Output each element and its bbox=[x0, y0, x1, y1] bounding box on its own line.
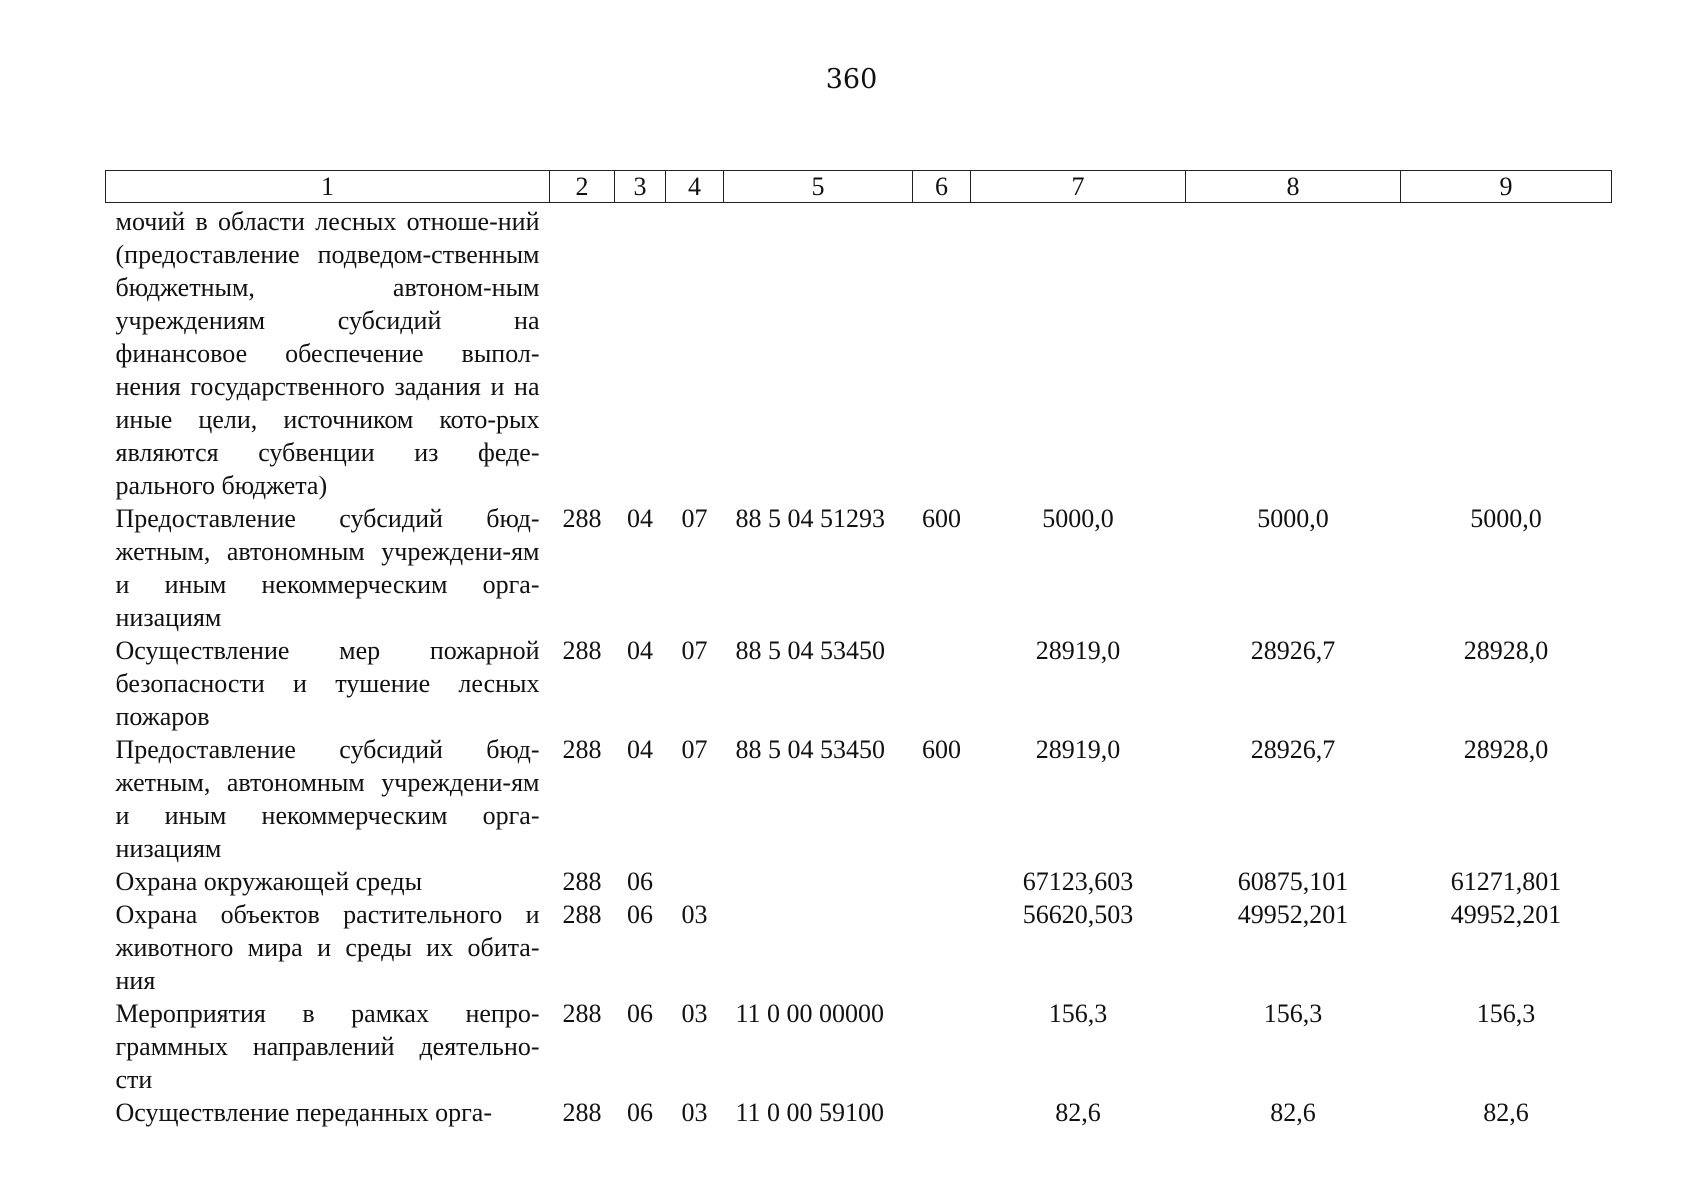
table-row bbox=[106, 898, 1612, 997]
cell-section: 04 bbox=[627, 735, 653, 764]
page-number: 360 bbox=[825, 64, 878, 95]
cell-section: 06 bbox=[627, 900, 653, 929]
cell-section: 06 bbox=[627, 867, 653, 896]
cell-subsection bbox=[666, 203, 724, 503]
cell-amount-7: 5000,0 bbox=[1042, 504, 1114, 533]
cell-subsection: 07 bbox=[681, 636, 708, 665]
row-name: Охрана окружающей среды bbox=[115, 867, 423, 896]
cell-target-article: 11 0 00 59100 bbox=[735, 1098, 885, 1127]
table-row bbox=[106, 997, 1612, 1096]
column-header-2: 2 bbox=[550, 171, 615, 203]
cell-subsection: 03 bbox=[681, 1098, 708, 1127]
row-name: Предоставление субсидий бюд-жетным, автономным учреждени-ям и иным некоммерческим орга-низациям bbox=[115, 735, 540, 863]
cell-amount-7: 82,6 bbox=[1055, 1098, 1101, 1127]
cell-amount-8: 60875,101 bbox=[1237, 867, 1349, 896]
cell-ministry: 288 bbox=[562, 900, 602, 929]
cell-amount-9 bbox=[1401, 203, 1612, 503]
cell-amount-9: 82,6 bbox=[1483, 1098, 1529, 1127]
budget-table bbox=[105, 170, 1612, 1129]
cell-expense-type bbox=[913, 997, 971, 1096]
cell-amount-8: 82,6 bbox=[1270, 1098, 1316, 1127]
cell-amount-9: 5000,0 bbox=[1470, 504, 1542, 533]
cell-amount-9: 156,3 bbox=[1476, 999, 1536, 1028]
table-row bbox=[106, 634, 1612, 733]
cell-target-article: 88 5 04 53450 bbox=[735, 636, 885, 665]
cell-amount-8: 28926,7 bbox=[1250, 636, 1336, 665]
cell-amount-9: 49952,201 bbox=[1450, 900, 1562, 929]
cell-subsection: 07 bbox=[681, 504, 708, 533]
cell-amount-7: 67123,603 bbox=[1022, 867, 1134, 896]
cell-section: 06 bbox=[627, 1098, 653, 1127]
cell-ministry: 288 bbox=[562, 636, 602, 665]
cell-amount-7 bbox=[971, 203, 1186, 503]
cell-target-article bbox=[724, 865, 913, 898]
cell-ministry: 288 bbox=[562, 504, 602, 533]
table-header-row bbox=[106, 171, 1612, 203]
row-name: Мероприятия в рамках непро-граммных направлений деятельно-сти bbox=[115, 999, 540, 1094]
cell-subsection: 03 bbox=[681, 999, 708, 1028]
cell-subsection: 07 bbox=[681, 735, 708, 764]
cell-amount-7: 28919,0 bbox=[1035, 636, 1121, 665]
table-row bbox=[106, 865, 1612, 898]
cell-expense-type bbox=[913, 865, 971, 898]
column-header-8: 8 bbox=[1186, 171, 1401, 203]
cell-amount-8 bbox=[1186, 203, 1401, 503]
cell-subsection bbox=[666, 865, 724, 898]
cell-amount-7: 56620,503 bbox=[1022, 900, 1134, 929]
row-name: Предоставление субсидий бюд-жетным, автономным учреждени-ям и иным некоммерческим орга-низациям bbox=[115, 504, 540, 632]
cell-section bbox=[615, 203, 666, 503]
cell-section: 04 bbox=[627, 504, 653, 533]
cell-target-article bbox=[724, 898, 913, 997]
table-row bbox=[106, 733, 1612, 865]
cell-expense-type: 600 bbox=[922, 504, 961, 533]
cell-ministry: 288 bbox=[562, 867, 602, 896]
cell-amount-8: 156,3 bbox=[1263, 999, 1323, 1028]
cell-section: 06 bbox=[627, 999, 653, 1028]
cell-expense-type bbox=[913, 898, 971, 997]
row-name: Охрана объектов растительного и животного мира и среды их обита-ния bbox=[115, 900, 540, 995]
table-row bbox=[106, 502, 1612, 634]
cell-expense-type bbox=[913, 1096, 971, 1129]
cell-amount-8: 5000,0 bbox=[1257, 504, 1329, 533]
cell-amount-8: 49952,201 bbox=[1237, 900, 1349, 929]
table-row bbox=[106, 1096, 1612, 1129]
cell-expense-type: 600 bbox=[922, 735, 961, 764]
cell-amount-9: 28928,0 bbox=[1463, 636, 1549, 665]
cell-amount-9: 61271,801 bbox=[1450, 867, 1562, 896]
row-name: Осуществление мер пожарной безопасности и тушение лесных пожаров bbox=[115, 636, 540, 731]
cell-amount-7: 156,3 bbox=[1048, 999, 1108, 1028]
cell-target-article: 88 5 04 53450 bbox=[735, 735, 885, 764]
cell-ministry bbox=[550, 203, 615, 503]
cell-ministry: 288 bbox=[562, 1098, 602, 1127]
column-header-6: 6 bbox=[913, 171, 971, 203]
cell-section: 04 bbox=[627, 636, 653, 665]
column-header-9: 9 bbox=[1401, 171, 1612, 203]
cell-target-article: 11 0 00 00000 bbox=[735, 999, 885, 1028]
column-header-3: 3 bbox=[615, 171, 666, 203]
cell-expense-type bbox=[913, 203, 971, 503]
cell-target-article: 88 5 04 51293 bbox=[735, 504, 885, 533]
row-name: Осуществление переданных орга- bbox=[115, 1098, 492, 1127]
column-header-4: 4 bbox=[666, 171, 724, 203]
column-header-1: 1 bbox=[106, 171, 550, 203]
cell-target-article bbox=[724, 203, 913, 503]
row-name: мочий в области лесных отноше-ний (предоставление подведом-ственным бюджетным, автоном-ным учреждениям субсидий на финансовое обеспечение выпол-нения государственного задания и на иные цели, источником кото-рых являются субвенции из феде-рального бюджета) bbox=[115, 207, 540, 500]
column-header-7: 7 bbox=[971, 171, 1186, 203]
cell-amount-9: 28928,0 bbox=[1463, 735, 1549, 764]
cell-expense-type bbox=[913, 634, 971, 733]
cell-amount-7: 28919,0 bbox=[1035, 735, 1121, 764]
column-header-5: 5 bbox=[724, 171, 913, 203]
cell-ministry: 288 bbox=[562, 999, 602, 1028]
cell-ministry: 288 bbox=[562, 735, 602, 764]
cell-amount-8: 28926,7 bbox=[1250, 735, 1336, 764]
table-row bbox=[106, 203, 1612, 503]
cell-subsection: 03 bbox=[681, 900, 708, 929]
